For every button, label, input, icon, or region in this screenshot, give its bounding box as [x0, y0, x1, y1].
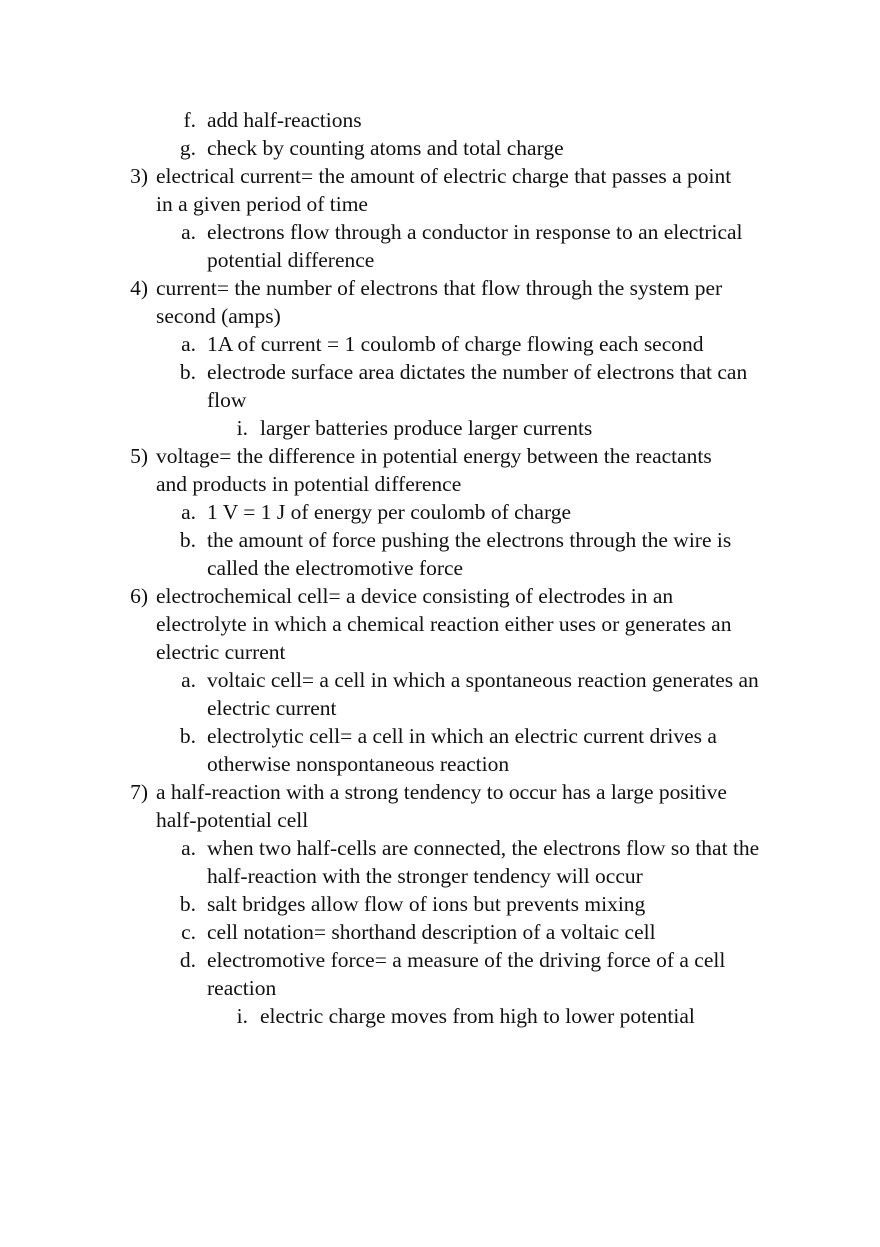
list-item [0, 946, 772, 1002]
item-text: larger batteries produce larger currents [260, 416, 593, 440]
item-text: when two half-cells are connected, the electrons flow so that the half-reaction with the stronger tendency will occur [207, 836, 760, 888]
item-marker: i. [236, 416, 248, 440]
list-item [0, 414, 780, 442]
item-text: voltaic cell= a cell in which a spontaneous reaction generates an electric current [207, 668, 759, 720]
item-marker: g. [179, 136, 196, 160]
item-text: salt bridges allow flow of ions but prevents mixing [207, 892, 646, 916]
list-item [0, 890, 772, 918]
item-marker: 3) [130, 164, 148, 188]
list-item [0, 358, 772, 414]
item-marker: 4) [130, 276, 148, 300]
item-text: 1 V = 1 J of energy per coulomb of charge [207, 500, 572, 524]
item-text: current= the number of electrons that flow through the system per second (amps) [156, 276, 723, 328]
notes-outline [0, 106, 880, 1030]
item-marker: b. [179, 892, 196, 916]
list-item [0, 498, 772, 526]
item-text: electric charge moves from high to lower potential [260, 1004, 695, 1028]
item-marker: 6) [130, 584, 148, 608]
list-item [0, 106, 772, 134]
item-marker: a. [181, 332, 196, 356]
item-text: electrolytic cell= a cell in which an electric current drives a otherwise nonspontaneous reaction [207, 724, 717, 776]
item-text: cell notation= shorthand description of a voltaic cell [207, 920, 656, 944]
item-marker: a. [181, 668, 196, 692]
item-text: add half-reactions [207, 108, 362, 132]
item-text: the amount of force pushing the electrons through the wire is called the electromotive force [207, 528, 732, 580]
item-marker: a. [181, 836, 196, 860]
item-text: electrode surface area dictates the number of electrons that can flow [207, 360, 748, 412]
item-text: electrochemical cell= a device consisting of electrodes in an electrolyte in which a chemical reaction either uses or generates an electric current [156, 584, 732, 664]
list-item [0, 134, 772, 162]
item-text: 1A of current = 1 coulomb of charge flowing each second [207, 332, 704, 356]
item-marker: d. [179, 948, 196, 972]
item-marker: i. [236, 1004, 248, 1028]
list-item [0, 722, 772, 778]
item-text: electrons flow through a conductor in response to an electrical potential difference [207, 220, 743, 272]
list-item [0, 218, 772, 274]
item-marker: b. [179, 528, 196, 552]
list-item [0, 162, 736, 218]
item-marker: a. [181, 220, 196, 244]
list-item [0, 330, 772, 358]
item-text: voltage= the difference in potential energy between the reactants and products in potential difference [156, 444, 712, 496]
list-item [0, 834, 772, 890]
item-text: electromotive force= a measure of the driving force of a cell reaction [207, 948, 726, 1000]
list-item [0, 666, 772, 722]
list-item [0, 778, 736, 834]
item-marker: b. [179, 724, 196, 748]
list-item [0, 582, 736, 666]
list-item [0, 274, 736, 330]
list-item [0, 442, 736, 498]
item-marker: b. [179, 360, 196, 384]
item-marker: c. [181, 920, 196, 944]
item-marker: 5) [130, 444, 148, 468]
item-text: electrical current= the amount of electric charge that passes a point in a given period of time [156, 164, 732, 216]
list-item [0, 526, 772, 582]
item-marker: 7) [130, 780, 148, 804]
list-item [0, 1002, 780, 1030]
item-marker: f. [183, 108, 196, 132]
item-text: check by counting atoms and total charge [207, 136, 564, 160]
item-text: a half-reaction with a strong tendency to occur has a large positive half-potential cell [156, 780, 727, 832]
item-marker: a. [181, 500, 196, 524]
list-item [0, 918, 772, 946]
